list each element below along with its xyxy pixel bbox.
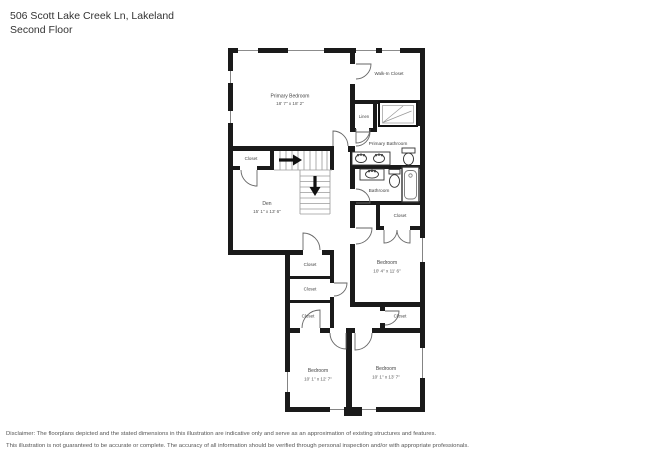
door-bedroom-mid: [356, 228, 372, 244]
dims-primary-bedroom: 18' 7" x 18' 2": [276, 101, 304, 106]
door-closet-b: [334, 283, 347, 296]
shower: [379, 102, 417, 126]
dims-den: 15' 1" x 13' 6": [253, 209, 281, 214]
label-closet-a: Closet: [303, 262, 317, 267]
address-title: 506 Scott Lake Creek Ln, Lakeland: [10, 10, 175, 22]
label-closet-c: Closet: [301, 313, 315, 319]
door-bedroom-right: [355, 333, 372, 350]
closet-double-door-left: [384, 230, 397, 243]
label-bathroom: Bathroom: [368, 189, 390, 194]
label-primary-bedroom: Primary Bedroom: [270, 93, 310, 100]
label-closet-b: Closet: [303, 286, 317, 292]
stairs-up-arrow-icon: [279, 155, 302, 166]
label-primary-bathroom: Primary Bathroom: [368, 142, 408, 147]
disclaimer-line-1: Disclaimer: The floorplans depicted and the stated dimensions in this illustration are indicative only and serve as an approximation of existing structures and features.: [6, 431, 437, 437]
bathtub: [402, 167, 419, 202]
door-linen: [356, 129, 370, 143]
dims-bedroom-mid: 10' 4" x 11' 6": [373, 268, 401, 274]
label-closet-stairs: Closet: [244, 156, 258, 161]
label-bedroom-left: Bedroom: [307, 368, 329, 374]
label-walk-in-closet: Walk-In Closet: [374, 71, 404, 76]
door-walk-in-closet: [356, 64, 371, 79]
sink-bathroom: [360, 169, 384, 180]
door-closet-a: [303, 233, 320, 250]
label-closet-mid: Closet: [393, 213, 407, 218]
toilet-bathroom: [389, 170, 400, 188]
label-linen: Linen: [358, 114, 370, 119]
door-bedroom-left: [330, 333, 346, 349]
label-bedroom-right: Bedroom: [375, 366, 397, 372]
door-stair-closet: [241, 170, 257, 186]
door-primary-bedroom: [333, 131, 348, 146]
dims-bedroom-right: 10' 1" x 13' 7": [372, 374, 400, 380]
stairs-down-arrow-icon: [310, 176, 321, 196]
toilet-primary: [402, 148, 415, 165]
dims-bedroom-left: 10' 1" x 12' 7": [304, 376, 332, 382]
closet-double-door-right: [397, 230, 410, 243]
floor-subtitle: Second Floor: [10, 24, 73, 36]
disclaimer-line-2: This illustration is not guaranteed to be accurate or complete. The accuracy of all information should be verified through personal inspection and/or with appropriate professionals.: [6, 443, 469, 449]
double-vanity-sink: [352, 152, 390, 165]
label-bedroom-mid: Bedroom: [376, 260, 398, 266]
label-closet-d: Closet: [393, 313, 407, 319]
label-den: Den: [262, 201, 272, 207]
